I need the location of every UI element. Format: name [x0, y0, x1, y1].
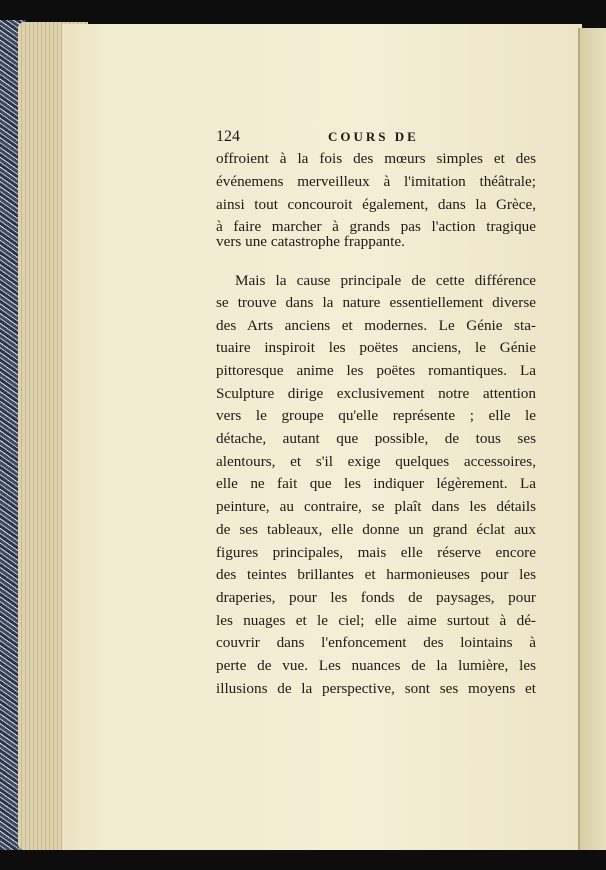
text-line: vers une catastrophe frappante.	[216, 233, 405, 250]
text-line: pittoresque anime les poëtes romantiques. La	[216, 362, 536, 379]
text-line: ainsi tout concouroit également, dans la Grèce,	[216, 196, 536, 213]
text-line: détache, autant que possible, de tous ses	[216, 430, 536, 447]
text-line: de ses tableaux, elle donne un grand éclat aux	[216, 521, 536, 538]
text-line: offroient à la fois des mœurs simples et des	[216, 150, 536, 167]
text-line: les nuages et le ciel; elle aime surtout à dé-	[216, 612, 536, 629]
text-line: tuaire inspiroit les poëtes anciens, le Génie	[216, 339, 536, 356]
page-number: 124	[216, 128, 240, 145]
text-line: elle ne fait que les indiquer légèrement. La	[216, 475, 536, 492]
text-line: se trouve dans la nature essentiellement diverse	[216, 294, 536, 311]
text-line: couvrir dans l'enfoncement des lointains à	[216, 634, 536, 651]
text-line: Sculpture dirige exclusivement notre attention	[216, 385, 536, 402]
text-line: illusions de la perspective, sont ses moyens et	[216, 680, 536, 697]
text-line: des Arts anciens et modernes. Le Génie sta-	[216, 317, 536, 334]
text-line: événemens merveilleux à l'imitation théâtrale;	[216, 173, 536, 190]
text-line: draperies, pour les fonds de paysages, pour	[216, 589, 536, 606]
text-line: perte de vue. Les nuances de la lumière, les	[216, 657, 536, 674]
page-header	[216, 128, 534, 150]
next-page-edge	[578, 28, 606, 850]
text-line: vers le groupe qu'elle représente ; elle le	[216, 407, 536, 424]
text-line: figures principales, mais elle réserve encore	[216, 544, 536, 561]
text-line: Mais la cause principale de cette différence	[235, 272, 536, 289]
text-line: à faire marcher à grands pas l'action tragique	[216, 218, 536, 235]
running-head: COURS DE	[328, 129, 419, 144]
text-line: des teintes brillantes et harmonieuses pour les	[216, 566, 536, 583]
text-line: peinture, au contraire, se plaît dans les détails	[216, 498, 536, 515]
text-line: alentours, et s'il exige quelques accessoires,	[216, 453, 536, 470]
